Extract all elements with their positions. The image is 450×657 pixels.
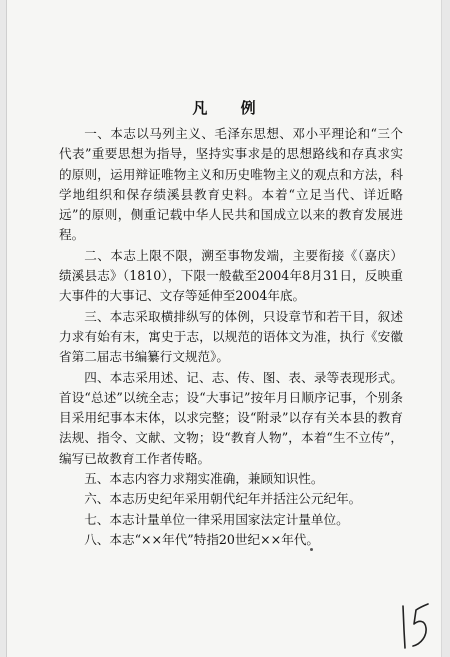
paragraph-5: 五、本志内容力求翔实准确，兼顾知识性。	[84, 471, 324, 487]
paragraph-1: 一、本志以马列主义、毛泽东思想、邓小平理论和“三个代表”重要思想为指导，坚持实事求是的思想路线和存真求实的原则，运用辩证唯物主义和历史唯物主义的观点和方法，科学地组织和保存绩溪县教育史料。本着“立足当代、详近略远”的原则，侧重记载中华人民共和国成立以来的教育发展进程。	[59, 126, 403, 243]
document-body	[59, 124, 403, 550]
scan-speck	[310, 548, 313, 551]
paragraph-6: 六、本志历史纪年采用朝代纪年并括注公元纪年。	[84, 491, 362, 507]
paragraph-3: 三、本志采取横排纵写的体例，只设章节和若干目，叙述力求有始有末，寓史于志，以规范的语体文为准，执行《安徽省第二届志书编纂行文规范》。	[59, 308, 403, 365]
paragraph-7: 七、本志计量单位一律采用国家法定计量单位。	[84, 511, 349, 527]
paragraph-4: 四、本志采用述、记、志、传、图、表、录等表现形式。首设“总述”以统全志；设“大事记”按年月日顺序记事，个别条目采用纪事本末体，以求完整；设“附录”以存有关本县的教育法规、指令、文献、文物；设“教育人物”，本着“生不立传”，编写已故教育工作者传略。	[59, 369, 403, 466]
page-title: 凡 例	[192, 99, 270, 117]
paragraph-2: 二、本志上限不限，溯至事物发端，主要衔接《（嘉庆）绩溪县志》（1810），下限一般截至2004年8月31日，反映重大事件的大事记、文存等延伸至2004年底。	[59, 247, 403, 304]
document-page	[6, 0, 442, 657]
handwritten-page-number	[395, 600, 435, 652]
paragraph-8: 八、本志“××年代”特指20世纪××年代。	[84, 531, 320, 547]
